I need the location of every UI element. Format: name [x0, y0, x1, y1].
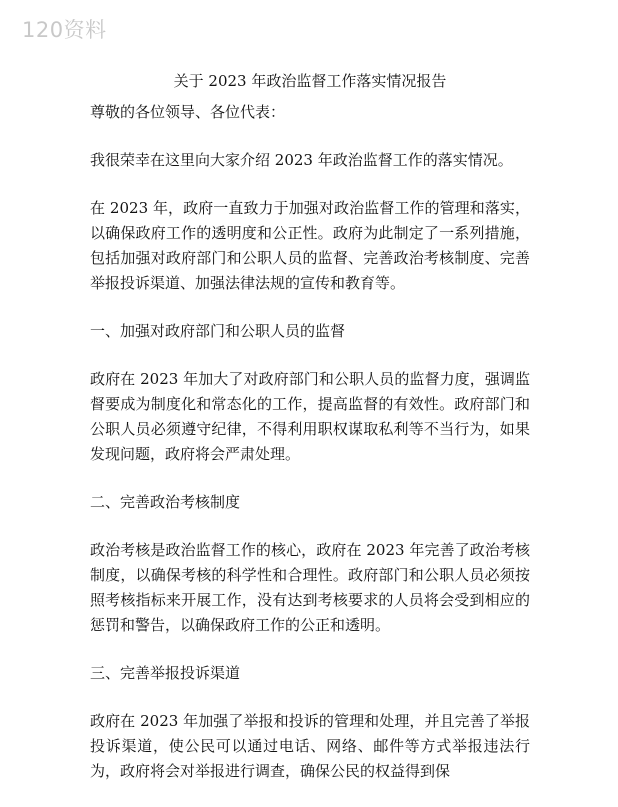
section-body-2: 政治考核是政治监督工作的核心，政府在 2023 年完善了政治考核制度，以确保考核的科学性和合理性。政府部门和公职人员必须按照考核指标来开展工作，没有达到考核要求的人员将会受到相应的惩罚和警告，以确保政府工作的公正和透明。	[90, 541, 530, 634]
section-heading-1: 一、加强对政府部门和公职人员的监督	[90, 322, 346, 340]
section-heading-3: 三、完善举报投诉渠道	[90, 664, 241, 682]
watermark: 120资料	[22, 18, 107, 42]
section-body-1: 政府在 2023 年加大了对政府部门和公职人员的监督力度，强调监督要成为制度化和常态化的工作，提高监督的有效性。政府部门和公职人员必须遵守纪律，不得利用职权谋取私利等不当行为，如果发现问题，政府将会严肃处理。	[90, 370, 530, 463]
intro-paragraph: 我很荣幸在这里向大家介绍 2023 年政治监督工作的落实情况。	[90, 151, 513, 169]
document-title: 关于 2023 年政治监督工作落实情况报告	[173, 72, 447, 90]
overview-paragraph: 在 2023 年，政府一直致力于加强对政治监督工作的管理和落实，以确保政府工作的透明度和公正性。政府为此制定了一系列措施，包括加强对政府部门和公职人员的监督、完善政治考核制度、完善举报投诉渠道、加强法律法规的宣传和教育等。	[90, 199, 530, 292]
salutation: 尊敬的各位领导、各位代表：	[90, 103, 286, 121]
section-heading-2: 二、完善政治考核制度	[90, 493, 241, 511]
document-body	[90, 66, 530, 807]
section-body-3: 政府在 2023 年加强了举报和投诉的管理和处理，并且完善了举报投诉渠道，使公民可以通过电话、网络、邮件等方式举报违法行为，政府将会对举报进行调查，确保公民的权益得到保	[90, 712, 530, 780]
